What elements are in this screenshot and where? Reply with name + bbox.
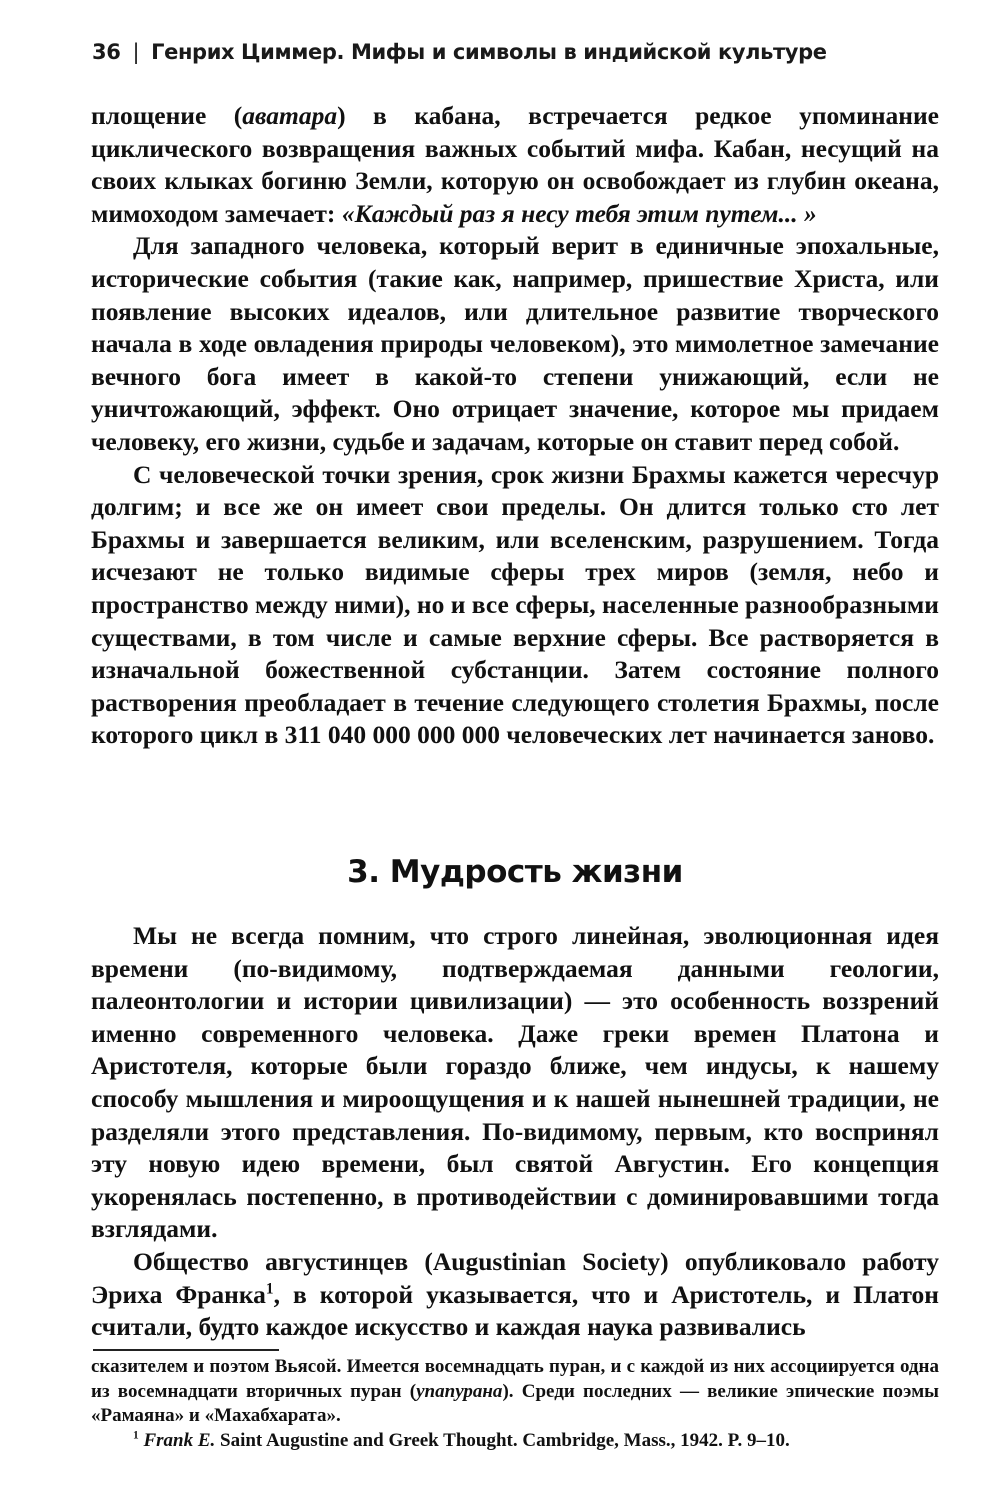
footnotes — [91, 1355, 939, 1453]
paragraph-1-italic-quote: «Каждый раз я несу тебя этим путем... » — [341, 198, 817, 228]
footnote-1-author: Frank E. — [143, 1429, 216, 1451]
paragraph-5 — [91, 1246, 939, 1344]
paragraph-1-text-b: ) в кабана, встречается редкое упоминание циклического возвращения важных событий мифа. Кабан, несущий на своих клыках богиню Земли, которую он освобождает из глубин океана, мимоходом замечает: — [91, 101, 939, 228]
body-text-bottom — [91, 920, 939, 1344]
footnote-continued-text-a: сказителем и поэтом Вьясой. Имеется восемнадцать пуран, и с каждой из них ассоциируется одна из восемнадцати вторичных пуран ( — [91, 1356, 939, 1402]
footnote-divider — [93, 1349, 279, 1351]
paragraph-5-text-a: Общество августинцев (Augustinian Society) опубликовало работу Эриха Франка — [91, 1246, 939, 1309]
footnote-reference: 1 — [265, 1280, 274, 1298]
paragraph-4: Мы не всегда помним, что строго линейная, эволюционная идея времени (по-видимому, подтверждаемая данными геологии, палеонтологии и истории цивилизации) — это особенность воззрений именно современного человека. Даже греки времен Платона и Аристотеля, которые были гораздо ближе, чем индусы, к нашему способу мышления и мироощущения и к нашей нынешней традиции, не разделяли этого представления. По-видимому, первым, кто воспринял эту новую идею времени, был святой Августин. Его концепция укоренялась постепенно, в противодействии с доминировавшими тогда взглядами. — [91, 921, 939, 1244]
running-header — [92, 40, 952, 64]
paragraph-1-text-a: площение ( — [91, 101, 243, 130]
footnote-continued-italic: упапурана — [416, 1380, 503, 1402]
footnote-1-text: Saint Augustine and Greek Thought. Cambridge, Mass., 1942. P. 9–10. — [215, 1429, 790, 1451]
paragraph-1 — [91, 100, 939, 230]
page-number: 36 — [92, 40, 121, 64]
body-text-top — [91, 100, 939, 752]
paragraph-1-italic-term: аватара — [242, 101, 338, 130]
footnote-continued — [91, 1355, 939, 1429]
running-title: Генрих Циммер. Мифы и символы в индийской культуре — [151, 40, 827, 64]
header-separator: | — [132, 40, 140, 64]
footnote-1-marker: 1 — [133, 1429, 139, 1442]
paragraph-2: Для западного человека, который верит в единичные эпохальные, исторические события (такие как, например, пришествие Христа, или появление высоких идеалов, или длительное развитие творческого начала в ходе овладения природы человеком), это мимолетное замечание вечного бога имеет в какой-то степени унижающий, если не уничтожающий, эффект. Оно отрицает значение, которое мы придаем человеку, его жизни, судьбе и задачам, которые он ставит перед собой. — [91, 231, 939, 456]
footnote-1 — [91, 1429, 939, 1454]
footnote-continued-text-b: ). Среди последних — великие эпические поэмы «Рамаяна» и «Махабхарата». — [91, 1380, 939, 1426]
paragraph-5-text-b: , в которой указывается, что и Аристотель, и Платон считали, будто каждое искусство и каждая наука развивались — [91, 1279, 939, 1342]
paragraph-3: С человеческой точки зрения, срок жизни Брахмы кажется чересчур долгим; и все же он имеет свои пределы. Он длится только сто лет Брахмы и завершается великим, или вселенским, разрушением. Тогда исчезают не только видимые сферы трех миров (земля, небо и пространство между ними), но и все сферы, населенные разнообразными существами, в том числе и самые верхние сферы. Все растворяется в изначальной божественной субстанции. Затем состояние полного растворения преобладает в течение следующего столетия Брахмы, после которого цикл в 311 040 000 000 000 человеческих лет начинается заново. — [91, 459, 939, 750]
section-heading: 3. Мудрость жизни — [347, 854, 683, 890]
